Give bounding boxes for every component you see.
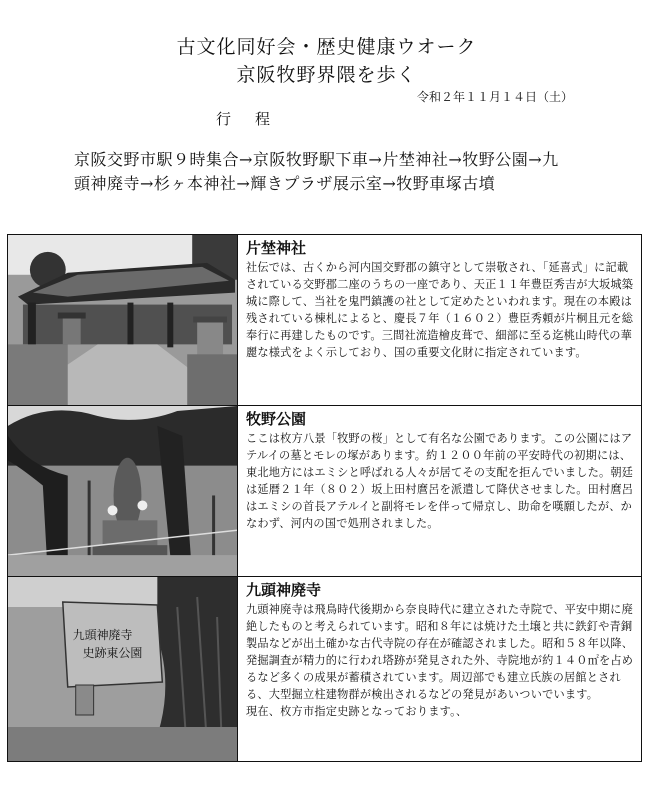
- stone-inscription-line2: 史跡東公園: [82, 645, 143, 661]
- sites-table: [7, 234, 642, 762]
- site-row-katano-shrine: [8, 235, 641, 406]
- event-date: 令和２年１１月１４日（土）: [416, 90, 573, 104]
- temple-stone-photo: [8, 577, 238, 761]
- site-body: 社伝では、古くから河内国交野郡の鎮守として崇敬され、「延喜式」に記載されている交野郡二座のうちの一座であり、天正１１年豊臣秀吉が大坂城築城に際して、当社を鬼門鎮護の社として定めたといわれます。現在の本殿は残されている棟札によると、慶長７年（１６０２）豊臣秀頼が片桐且元を総奉行に再建したものです。三間社流造檜皮葺で、細部に至る迄桃山時代の華麗な様式をよく示しており、国の重要文化財に指定されています。: [246, 261, 634, 359]
- site-title: 九頭神廃寺: [246, 581, 322, 599]
- site-title: 牧野公園: [246, 410, 307, 428]
- itinerary-heading: 行程: [216, 110, 295, 128]
- site-title: 片埜神社: [246, 239, 307, 257]
- site-row-makino-park: [8, 406, 641, 577]
- stone-inscription-line1: 九頭神廃寺: [72, 627, 133, 643]
- park-photo: [8, 406, 238, 576]
- site-description: [246, 237, 638, 361]
- site-row-kuzugami-temple: [8, 577, 641, 761]
- document-subtitle: 京阪牧野界隈を歩く: [236, 64, 417, 86]
- document-title: 古文化同好会・歴史健康ウオーク: [176, 36, 477, 58]
- site-description: [246, 579, 638, 720]
- site-description: [246, 408, 638, 532]
- site-body: ここは枚方八景「牧野の桜」として有名な公園であります。この公園にはアテルイの墓とモレの塚があります。約１２００年前の平安時代の初期には、東北地方にはエミシと呼ばれる人々が居てその支配を拒んでいました。朝廷は延暦２１年（８０２）坂上田村麿呂を派遣して降伏させました。田村麿呂はエミシの首長アテルイと副将モレを伴って帰京し、助命を嘆願したが、かなわず、河内の国で処刑されました。: [246, 432, 634, 530]
- shrine-photo: [8, 235, 238, 405]
- site-body: 九頭神廃寺は飛鳥時代後期から奈良時代に建立された寺院で、平安中期に廃絶したものと考えられています。昭和８年には焼けた土壌と共に鉄釘や青銅製品などが出土確かな古代寺院の存在が確認されました。昭和５８年以降、発掘調査が精力的に行われ塔跡が発見された外、寺院地が約１４０㎡を占めるなど多くの成果が蓄積されています。周辺部でも建立氏族の居館とされる、大型掘立柱建物群が検出されるなどの発見があいついでいます。: [246, 603, 634, 701]
- site-body-note: 現在、枚方市指定史跡となっております。、: [246, 705, 468, 718]
- itinerary-route: 京阪交野市駅９時集合→京阪牧野駅下車→片埜神社→牧野公園→九頭神廃寺→杉ヶ本神社→輝きプラザ展示室→牧野車塚古墳: [74, 150, 559, 193]
